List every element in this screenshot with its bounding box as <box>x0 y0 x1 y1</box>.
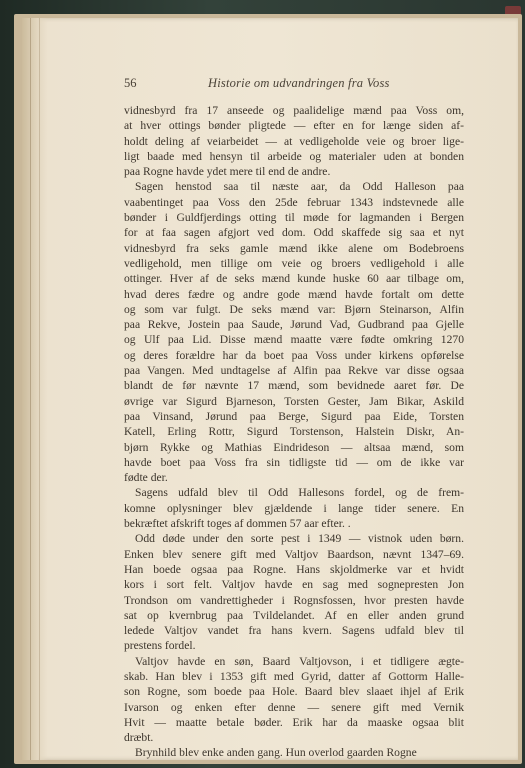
text-line: vedligehold, men tillige om veie og broers vedligehold i alle <box>124 256 464 270</box>
text-line: dræbt. <box>124 731 154 745</box>
text-line: paa Vinsand, Jørund paa Berge, Sigurd paa Eide, Torsten <box>124 409 464 423</box>
text-line: paa Rogne havde ydet mere til end de andre. <box>124 165 331 179</box>
text-line: blandt de før nævnte 17 mænd, som bevidnede aaret før. De <box>124 379 464 393</box>
text-line: og Ulf paa Lid. Disse mænd maatte være fødte omkring 1270 <box>124 333 464 347</box>
running-title: Historie om udvandringen fra Voss <box>208 76 390 90</box>
text-line: ledede Valtjov vandet fra hans kvern. Sagens udfald blev til <box>124 624 464 638</box>
text-line: bjørn Rykke og Mathias Eindrideson — altsaa mænd, som <box>124 440 464 454</box>
text-line: ligt baade med hensyn til arbeide og materialer uden at bonden <box>124 149 464 163</box>
text-line: prestens fordel. <box>124 639 196 653</box>
text-line: vaabentinget paa Voss den 25de februar 1343 indstevnede alle <box>124 195 464 209</box>
text-line: skab. Han blev i 1353 gift med Gyrid, datter af Gottorm Halle- <box>124 669 464 683</box>
text-line: Ivarson og enken efter denne — senere gift med Vernik <box>124 700 464 714</box>
text-line: Valtjov havde en søn, Baard Valtjovson, i et tidligere ægte- <box>135 654 464 668</box>
page-number: 56 <box>124 76 137 90</box>
text-line: sat op kvernbrug paa Tvildelandet. Af en eller anden grund <box>124 608 464 622</box>
text-line: Odd døde under den sorte pest i 1349 — vistnok uden børn. <box>135 532 464 546</box>
text-line: havde boet paa Voss fra sin tidligste tid — om de ikke var <box>124 455 464 469</box>
text-line: vidnesbyrd fra 17 anseede og paalidelige mænd paa Voss om, <box>124 104 464 117</box>
text-line: bekræftet afskrift toges af dommen 57 aar efter. . <box>124 517 351 531</box>
text-line: komne oplysninger blev gjældende i lange tider senere. En <box>124 501 464 515</box>
text-line: øvrige var Sigurd Bjarneson, Torsten Gester, Jam Bikar, Askild <box>124 394 464 408</box>
text-line: Katell, Erling Rottr, Sigurd Torstenson, Halstein Diskr, An- <box>124 425 464 439</box>
text-line: Sagens udfald blev til Odd Hallesons fordel, og de frem- <box>135 486 464 500</box>
spine-lines <box>30 18 40 760</box>
text-line: Sagen henstod saa til næste aar, da Odd Halleson paa <box>135 180 464 194</box>
text-line: hvad deres fædre og andre gode mænd havde fortalt om dette <box>124 287 464 301</box>
body-text <box>124 103 464 761</box>
text-line: fødte der. <box>124 471 168 485</box>
text-line: kors i sort felt. Valtjov havde en sag med sognepresten Jon <box>124 578 464 592</box>
page-header <box>124 76 464 94</box>
text-line: holdt deling af veiarbeidet — at vedligeholde veie og broer lige- <box>124 134 464 148</box>
text-line: og deres forældre har da boet paa Voss under kirkens opførelse <box>124 348 464 362</box>
text-line: ottinger. Hver af de seks mænd kunde huske 60 aar tilbage om, <box>124 272 464 286</box>
text-line: Trondson om vandrettigheder i Rognsfossen, hvor presten havde <box>124 593 464 607</box>
text-line: son Rogne, som boede paa Hole. Baard blev slaaet ihjel af Erik <box>124 685 464 699</box>
text-line: paa Vangen. Med undtagelse af Alfin paa Rekve var disse ogsaa <box>124 364 464 378</box>
text-line: Hvit — maatte betale bøder. Erik har da maaske ogsaa blit <box>124 715 464 729</box>
text-line: Han boede ogsaa paa Rogne. Hans skjoldmerke var et hvidt <box>124 562 464 576</box>
text-line: at hver ottings bønder pligtede — efter en for længe siden af- <box>124 119 464 133</box>
text-line: Brynhild blev enke anden gang. Hun overlod gaarden Rogne <box>135 746 417 760</box>
text-line: paa Rekve, Jostein paa Saude, Jørund Vad, Gudbrand paa Gjelle <box>124 318 464 332</box>
text-line: og som var fulgt. De seks mænd var: Bjørn Steinarson, Alfin <box>124 302 464 316</box>
text-line: bønder i Guldfjerdings otting til møde for lagmanden i Bergen <box>124 211 464 225</box>
text-line: for at faa sagen afgjort ved dom. Odd skaffede sig saa et nyt <box>124 226 464 240</box>
text-line: vidnesbyrd fra seks gamle mænd ikke alene om Bodebroens <box>124 241 464 255</box>
text-line: Enken blev senere gift med Valtjov Baardson, nævnt 1347–69. <box>124 547 464 561</box>
